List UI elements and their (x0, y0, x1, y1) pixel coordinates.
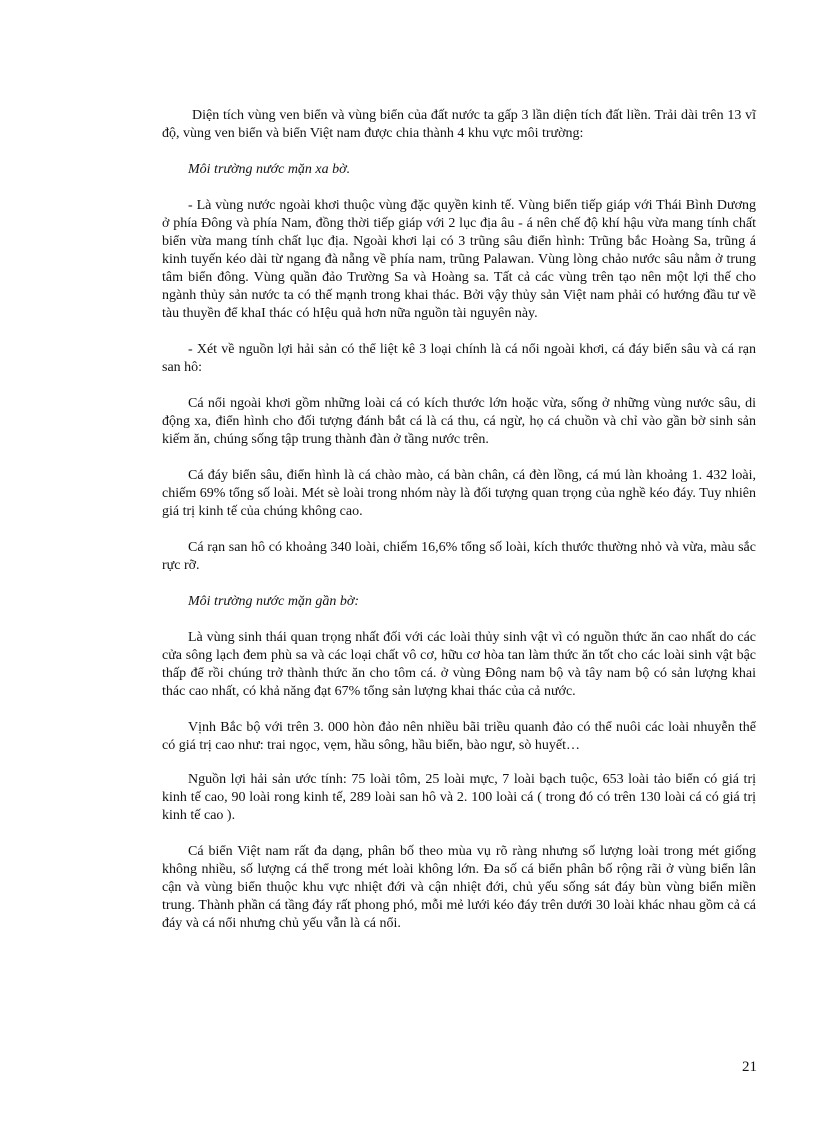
paragraph-deep-sea-fish: Cá đáy biển sâu, điển hình là cá chào mào, cá bàn chân, cá đèn lồng, cá mú làn khoảng 1. 432 loài, chiếm 69% tổng số loài. Mét sè loài trong nhóm này là đối tượng quan trọng của nghề kéo đáy. Tuy nhiên giá trị kinh tế của chúng không cao. (162, 468, 756, 519)
paragraph-pelagic-fish: Cá nổi ngoài khơi gồm những loài cá có kích thước lớn hoặc vừa, sống ở những vùng nước sâu, di động xa, điển hình cho đối tượng đánh bắt cá là cá thu, cá ngừ, họ cá chuồn và chỉ vào gần bờ sinh sản kiếm ăn, chúng sống tập trung thành đàn ở tầng nước trên. (162, 396, 756, 447)
paragraph-fish-diversity: Cá biển Việt nam rất đa dạng, phân bố theo mùa vụ rõ ràng nhưng số lượng loài trong mét giống không nhiều, số lượng cá thể trong mét loài không lớn. Đa số cá biển phân bố rộng rãi ở vùng biển lân cận và vùng biển thuộc khu vực nhiệt đới và cận nhiệt đới, chủ yếu sống sát đáy bùn vùng biển miền trung. Thành phần cá tầng đáy rất phong phó, mỗi mẻ lưới kéo đáy trên dưới 30 loài khác nhau gồm cả cá đáy và cá nổi nhưng chủ yếu vẫn là cá nổi. (162, 844, 756, 931)
paragraph-reef-fish: Cá rạn san hô có khoảng 340 loài, chiếm 16,6% tổng số loài, kích thước thường nhỏ và vừa, màu sắc rực rỡ. (162, 540, 756, 573)
paragraph-offshore-zone: - Là vùng nước ngoài khơi thuộc vùng đặc quyền kinh tế. Vùng biển tiếp giáp với Thái Bình Dương ở phía Đông và phía Nam, đồng thời tiếp giáp với 2 lục địa âu - á nên chế độ khí hậu vừa mang tính chất biển vừa mang tính chất lục địa. Ngoài khơi lại có 3 trũng sâu điển hình: Trũng bắc Hoàng Sa, trũng á kinh tuyến kéo dài từ ngang đà nẵng về phía nam, trũng Palawan. Vùng lòng chảo nước sâu nằm ở trung tâm biển đông. Vùng quần đảo Trường Sa và Hoàng sa. Tất cả các vùng trên tạo nên một lợi thế cho ngành thủy sản nước ta có thế mạnh trong khai thác. Bởi vậy thủy sản Việt nam phải có hướng đầu tư về tàu thuyền để khaI thác có hIệu quả hơn nữa nguồn tài nguyên này. (162, 198, 756, 321)
paragraph-intro: Diện tích vùng ven biển và vùng biển của đất nước ta gấp 3 lần diện tích đất liền. Trải dài trên 13 vĩ độ, vùng ven biển và biển Việt nam được chia thành 4 khu vực môi trường: (162, 108, 756, 141)
paragraph-nearshore-zone: Là vùng sinh thái quan trọng nhất đối với các loài thủy sinh vật vì có nguồn thức ăn cao nhất do các cửa sông lạch đem phù sa và các loại chất vô cơ, hữu cơ hòa tan làm thức ăn tốt cho các loài sinh vật bậc thấp để rồi chúng trở thành thức ăn cho tôm cá. ở vùng Đông nam bộ và tây nam bộ có sản lượng khai thác cao nhất, có khả năng đạt 67% tổng sản lượng khai thác của cả nước. (162, 630, 756, 699)
paragraph-resource-estimate: Nguồn lợi hải sản ước tính: 75 loài tôm, 25 loài mực, 7 loài bạch tuộc, 653 loài tảo biển có giá trị kinh tế cao, 90 loài rong kinh tế, 289 loài san hô và 2. 100 loài cá ( trong đó có trên 130 loài cá có giá trị kinh tế cao ). (162, 772, 756, 823)
paragraph-tonkin-gulf: Vịnh Bắc bộ với trên 3. 000 hòn đảo nên nhiều bãi triều quanh đảo có thể nuôi các loài nhuyễn thể có giá trị cao như: trai ngọc, vẹm, hầu sông, hầu biển, bào ngư, sò huyết… (162, 720, 756, 753)
paragraph-resource-types: - Xét về nguồn lợi hải sản có thể liệt kê 3 loại chính là cá nổi ngoài khơi, cá đáy biển sâu và cá rạn san hô: (162, 342, 756, 375)
section-heading-nearshore: Môi trường nước mặn gần bờ: (188, 594, 360, 609)
page-number: 21 (742, 1059, 757, 1075)
document-page (162, 107, 756, 951)
section-heading-offshore: Môi trường nước mặn xa bờ. (188, 162, 351, 177)
